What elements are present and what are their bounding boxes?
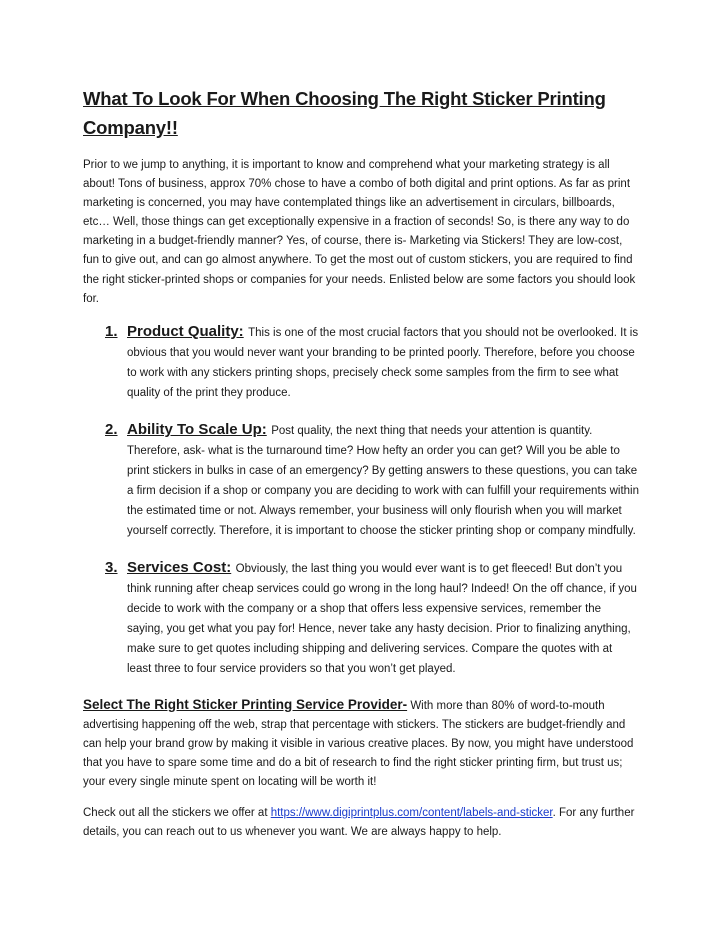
list-item	[83, 321, 639, 403]
section-heading: Select The Right Sticker Printing Service Provider-	[83, 696, 408, 712]
closing-text-before: Check out all the stickers we offer at	[83, 807, 271, 820]
list-item	[83, 557, 639, 679]
sticker-catalog-link[interactable]: https://www.digiprintplus.com/content/labels-and-sticker	[270, 807, 553, 820]
list-number: 2.	[105, 420, 118, 438]
factor-heading: Product Quality:	[127, 322, 244, 340]
list-number: 3.	[105, 558, 118, 576]
list-number: 1.	[105, 322, 118, 340]
factor-heading: Services Cost:	[127, 558, 232, 576]
page-title: What To Look For When Choosing The Right Sticker Printing Company!!	[83, 88, 606, 138]
list-item	[83, 419, 639, 541]
document-page	[83, 84, 639, 842]
factor-list	[83, 321, 639, 679]
factor-text: This is one of the most crucial factors that you should not be overlooked. It is obvious that you would never want your branding to be printed poorly. Therefore, before you choose to work with any stickers printing shops, precisely check some samples from the firm to see what quality of the print they produce.	[127, 326, 639, 399]
closing-text-after: . For any further details, you can reach out to us whenever you want. We are always happy to help.	[83, 807, 635, 839]
factor-text: Obviously, the last thing you would ever want is to get fleeced! But don’t you think running after cheap services could go wrong in the long haul? Indeed! On the off chance, if you decide to work with the company or a shop that offers less expensive services, remember the saying, you get what you pay for! Hence, never take any hasty decision. Prior to finalizing anything, make sure to get quotes including shipping and delivering services. Compare the quotes with at least three to four service providers so that you won’t get played.	[127, 562, 637, 675]
intro-paragraph: Prior to we jump to anything, it is important to know and comprehend what your marketing strategy is all about! Tons of business, approx 70% chose to have a combo of both digital and print options. As far as print marketing is concerned, you may have contemplated things like an advertisement in circulars, billboards, etc… Well, those things can get exceptionally expensive in a fraction of seconds! So, is there any way to do marketing in a budget-friendly manner? Yes, of course, there is- Marketing via Stickers! They are low-cost, fun to give out, and can go almost anywhere. To get the most out of custom stickers, you are required to find the right sticker-printed shops or companies for your needs. Enlisted below are some factors you should look for.	[83, 159, 636, 305]
closing-paragraph	[83, 804, 639, 842]
section-text: With more than 80% of word-to-mouth advertising happening off the web, strap that percentage with stickers. The stickers are budget-friendly and can help your brand grow by making it visible in various creative places. By now, you might have understood that you have to spare some time and do a bit of research to find the right sticker printing firm, but trust us; your every single minute spent on locating will be worth it!	[83, 699, 634, 789]
provider-section	[83, 695, 639, 792]
factor-heading: Ability To Scale Up:	[127, 420, 267, 438]
factor-text: Post quality, the next thing that needs your attention is quantity. Therefore, ask- what is the turnaround time? How hefty an order you can get? Will you be able to print stickers in bulks in case of an emergency? By getting answers to these questions, you can take a firm decision if a shop or company you are deciding to work with can fulfill your requirements within the estimated time or not. Always remember, your business will only flourish when you will market yourself correctly. Therefore, it is important to choose the sticker printing shop or company mindfully.	[127, 424, 639, 537]
